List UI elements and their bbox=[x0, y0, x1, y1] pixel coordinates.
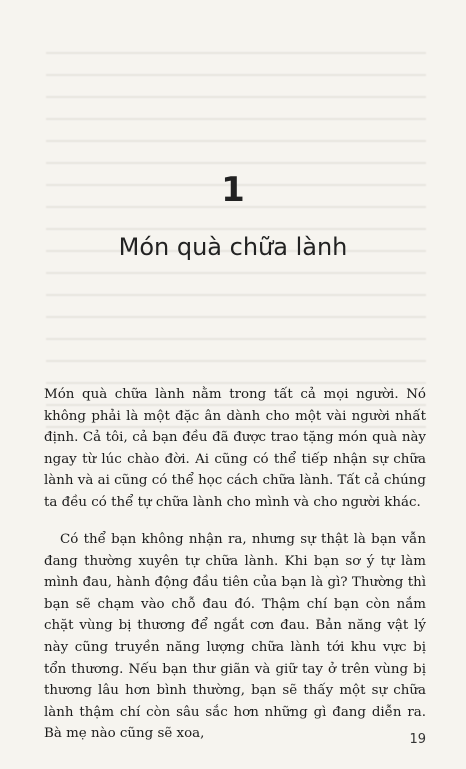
paragraph-2: Có thể bạn không nhận ra, nhưng sự thật là bạn vẫn đang thường xuyên tự chữa lành. Khi bạn sơ ý tự làm mình đau, hành động đầu tiên của bạn là gì? Thường thì bạn sẽ chạm vào chỗ đau đó. Thậm chí bạn còn nắm chặt vùng bị thương để ngắt cơn đau. Bản năng vật lý này cũng truyền năng lượng chữa lành tới khu vực bị tổn thương. Nếu bạn thư giãn và giữ tay ở trên vùng bị thương lâu hơn bình thường, bạn sẽ thấy một sự chữa lành thậm chí còn sâu sắc hơn những gì đang diễn ra. Bà mẹ nào cũng sẽ xoa, bbox=[44, 532, 426, 742]
paragraph-1: Món quà chữa lành nằm trong tất cả mọi người. Nó không phải là một đặc ân dành cho một vài người nhất định. Cả tôi, cả bạn đều đã được trao tặng món quà này ngay từ lúc chào đời. Ai cũng có thể tiếp nhận sự chữa lành và ai cũng có thể học cách chữa lành. Tất cả chúng ta đều có thể tự chữa lành cho mình và cho người khác. bbox=[44, 387, 426, 510]
page-number: 19 bbox=[409, 732, 426, 747]
chapter-title: Món quà chữa lành bbox=[118, 233, 348, 261]
chapter-number: 1 bbox=[221, 170, 245, 210]
